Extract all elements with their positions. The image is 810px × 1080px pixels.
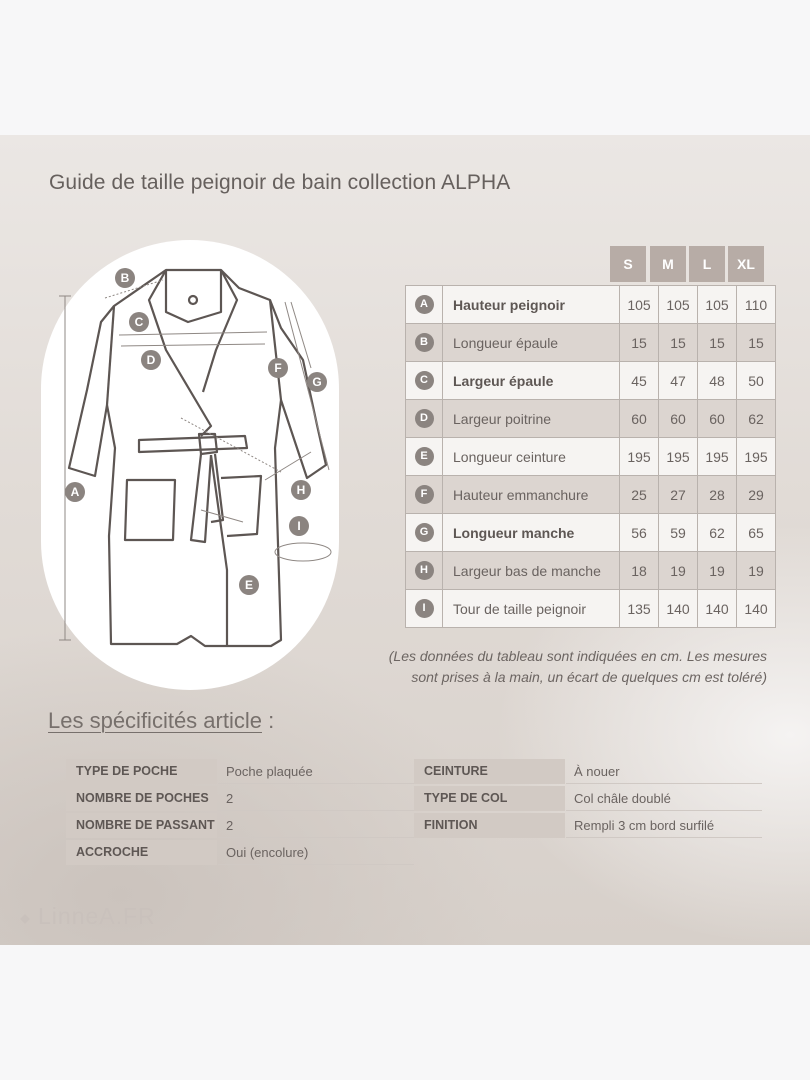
spec-key: CEINTURE [414, 759, 565, 784]
table-row [406, 476, 776, 514]
measurement-value: 105 [698, 286, 737, 324]
table-row [406, 286, 776, 324]
measurement-value: 15 [659, 324, 698, 362]
measurement-label: Hauteur emmanchure [443, 476, 620, 514]
row-letter-badge: H [415, 561, 434, 580]
row-letter-cell [406, 438, 443, 476]
table-row [406, 362, 776, 400]
spec-key: TYPE DE POCHE [66, 759, 217, 784]
spec-value: Col châle doublé [566, 786, 762, 811]
spec-row [66, 759, 416, 784]
row-letter-cell [406, 324, 443, 362]
measurement-label: Longueur manche [443, 514, 620, 552]
size-l: L [689, 246, 725, 282]
measurement-value: 47 [659, 362, 698, 400]
row-letter-cell [406, 590, 443, 628]
table-row [406, 438, 776, 476]
measurement-value: 140 [737, 590, 776, 628]
measurement-value: 105 [620, 286, 659, 324]
note-line-1: (Les données du tableau sont indiquées en cm. Les mesures [388, 648, 767, 664]
measurement-label: Longueur épaule [443, 324, 620, 362]
measurement-label: Hauteur peignoir [443, 286, 620, 324]
measurement-value: 62 [737, 400, 776, 438]
measurement-label: Largeur épaule [443, 362, 620, 400]
measurement-value: 48 [698, 362, 737, 400]
leaf-icon [18, 911, 32, 925]
bathrobe-drawing [41, 240, 339, 690]
measurement-table [405, 285, 776, 628]
row-letter-cell [406, 514, 443, 552]
measurement-value: 19 [698, 552, 737, 590]
measurement-value: 28 [698, 476, 737, 514]
row-letter-cell [406, 362, 443, 400]
spec-value: Oui (encolure) [218, 840, 414, 865]
row-letter-badge: D [415, 409, 434, 428]
table-row [406, 552, 776, 590]
spec-row [414, 759, 764, 784]
measurement-value: 140 [698, 590, 737, 628]
badge-g: G [312, 375, 322, 389]
measurement-value: 62 [698, 514, 737, 552]
spec-value: À nouer [566, 759, 762, 784]
badge-a: A [70, 485, 80, 499]
row-letter-badge: E [415, 447, 434, 466]
size-s: S [610, 246, 646, 282]
row-letter-badge: I [415, 599, 434, 618]
spec-row [66, 813, 416, 838]
row-letter-badge: G [415, 523, 434, 542]
row-letter-badge: C [415, 371, 434, 390]
measurement-value: 15 [737, 324, 776, 362]
measurement-value: 15 [620, 324, 659, 362]
table-row [406, 400, 776, 438]
badge-b: B [120, 271, 130, 285]
size-m: M [650, 246, 686, 282]
spec-value: 2 [218, 786, 414, 811]
row-letter-cell [406, 286, 443, 324]
measurement-value: 50 [737, 362, 776, 400]
row-letter-badge: B [415, 333, 434, 352]
measurement-value: 195 [698, 438, 737, 476]
measurement-value: 195 [620, 438, 659, 476]
measurement-label: Largeur bas de manche [443, 552, 620, 590]
table-row [406, 590, 776, 628]
badge-d: D [146, 353, 156, 367]
brand-logo-text: LinneA.FR [38, 903, 156, 929]
measurement-value: 19 [737, 552, 776, 590]
row-letter-cell [406, 552, 443, 590]
measurement-value: 59 [659, 514, 698, 552]
page-title: Guide de taille peignoir de bain collection ALPHA [49, 171, 511, 194]
spec-key: FINITION [414, 813, 565, 838]
row-letter-badge: A [415, 295, 434, 314]
measurement-note [347, 646, 767, 688]
badge-e: E [244, 578, 254, 592]
measurement-value: 18 [620, 552, 659, 590]
measurement-value: 45 [620, 362, 659, 400]
measurement-value: 60 [698, 400, 737, 438]
spec-row [66, 786, 416, 811]
bathrobe-diagram [41, 240, 339, 690]
badge-c: C [134, 315, 144, 329]
measurement-value: 60 [620, 400, 659, 438]
measurement-label: Largeur poitrine [443, 400, 620, 438]
badge-h: H [296, 483, 306, 497]
measurement-value: 105 [659, 286, 698, 324]
table-row [406, 514, 776, 552]
measurement-value: 56 [620, 514, 659, 552]
specs-title-suffix: : [261, 708, 275, 733]
brand-logo [18, 903, 156, 930]
size-guide-panel [0, 135, 810, 945]
specs-title-text: Les spécificités article [48, 708, 262, 733]
spec-key: NOMBRE DE POCHES [66, 786, 217, 811]
spec-row [414, 786, 764, 811]
spec-key: ACCROCHE [66, 840, 217, 865]
measurement-value: 195 [737, 438, 776, 476]
measurement-value: 140 [659, 590, 698, 628]
spec-value: Rempli 3 cm bord surfilé [566, 813, 762, 838]
row-letter-cell [406, 476, 443, 514]
spec-value: 2 [218, 813, 414, 838]
specs-title [48, 708, 274, 734]
measurement-value: 27 [659, 476, 698, 514]
spec-row [66, 840, 416, 865]
measurement-value: 19 [659, 552, 698, 590]
measurement-label: Longueur ceinture [443, 438, 620, 476]
measurement-value: 65 [737, 514, 776, 552]
size-xl: XL [728, 246, 764, 282]
measurement-value: 195 [659, 438, 698, 476]
measurement-value: 15 [698, 324, 737, 362]
measurement-label: Tour de taille peignoir [443, 590, 620, 628]
row-letter-badge: F [415, 485, 434, 504]
spec-key: NOMBRE DE PASSANT [66, 813, 217, 838]
row-letter-cell [406, 400, 443, 438]
badge-f: F [274, 361, 282, 375]
table-row [406, 324, 776, 362]
badge-i: I [297, 519, 301, 533]
note-line-2: sont prises à la main, un écart de quelques cm est toléré) [411, 669, 767, 685]
measurement-value: 29 [737, 476, 776, 514]
spec-row [414, 813, 764, 838]
measurement-value: 60 [659, 400, 698, 438]
measurement-value: 135 [620, 590, 659, 628]
size-header-row [610, 246, 770, 282]
spec-key: TYPE DE COL [414, 786, 565, 811]
measurement-value: 110 [737, 286, 776, 324]
measurement-value: 25 [620, 476, 659, 514]
spec-value: Poche plaquée [218, 759, 414, 784]
